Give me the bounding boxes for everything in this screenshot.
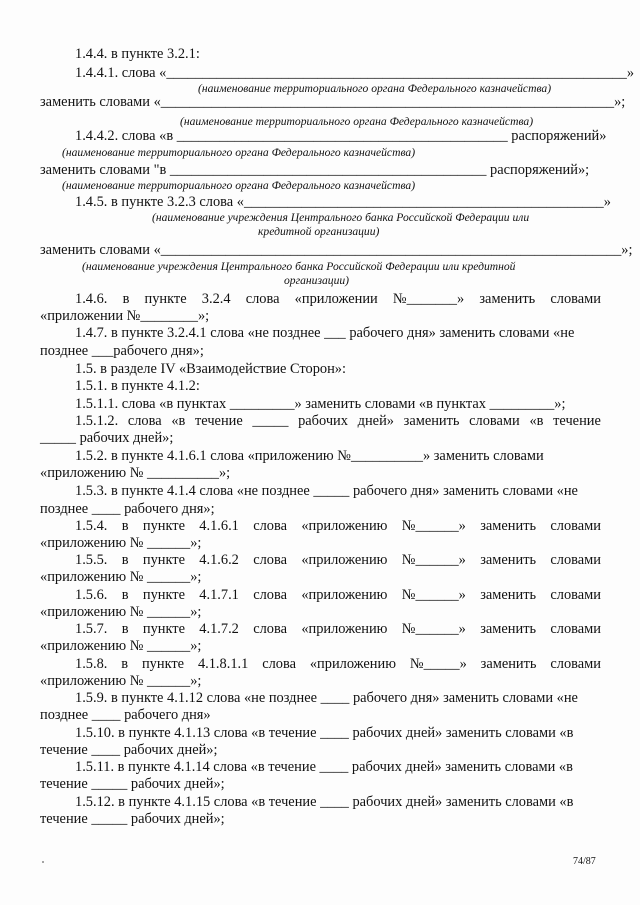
- clause-1-5-7-cont: «приложению № ______»;: [40, 638, 202, 654]
- section-1-5: 1.5. в разделе IV «Взаимодействие Сторон»:: [75, 361, 346, 377]
- word: «приложению: [301, 621, 388, 637]
- caption-bank-4: организации): [284, 274, 350, 287]
- clause-1-5-2: 1.5.2. в пункте 4.1.6.1 слова «приложению №__________» заменить словами: [75, 448, 544, 464]
- word: слова: [245, 291, 280, 307]
- clause-1-4-4-2: 1.4.4.2. слова «в ______________________________________________ распоряжений»: [75, 128, 607, 144]
- word: слова: [253, 552, 287, 568]
- replace-line-1: заменить словами «_______________________________________________________________»;: [40, 94, 626, 110]
- word: «приложении: [294, 291, 378, 307]
- word: слова: [253, 587, 287, 603]
- word: заменить: [480, 587, 537, 603]
- word: 1.5.1.2.: [75, 413, 119, 429]
- word: течение: [195, 413, 243, 429]
- clause-1-5-5: [75, 552, 601, 569]
- word: в: [121, 621, 129, 637]
- word: 1.5.5.: [75, 552, 108, 568]
- word: словами: [550, 552, 601, 568]
- word: в: [121, 587, 129, 603]
- clause-1-5-7: [75, 621, 601, 638]
- word: «приложению: [301, 518, 388, 534]
- word: пункте: [142, 621, 185, 637]
- word: «в: [171, 413, 186, 429]
- word: «в: [529, 413, 544, 429]
- clause-1-5-12: 1.5.12. в пункте 4.1.15 слова «в течение ____ рабочих дней» заменить словами «в: [75, 794, 574, 810]
- word: №_____»: [409, 656, 467, 672]
- caption-bank-1: (наименование учреждения Центрального банка Российской Федерации или: [152, 211, 530, 224]
- clause-1-5-10: 1.5.10. в пункте 4.1.13 слова «в течение ____ рабочих дней» заменить словами «в: [75, 725, 574, 741]
- caption-treasury-4: (наименование территориального органа Федерального казначейства): [62, 179, 416, 192]
- word: слова: [253, 621, 287, 637]
- clause-1-5-12-cont: течение _____ рабочих дней»;: [40, 811, 225, 827]
- word: заменить: [480, 621, 537, 637]
- clause-1-5-5-cont: «приложению № ______»;: [40, 569, 202, 585]
- word: дней»: [357, 413, 394, 429]
- word: №______»: [401, 587, 466, 603]
- word: слова: [253, 518, 287, 534]
- caption-treasury-3: (наименование территориального органа Федерального казначейства): [62, 146, 416, 159]
- clause-1-5-3-cont: позднее ____ рабочего дня»;: [40, 501, 215, 517]
- clause-1-4-4-1: 1.4.4.1. слова «________________________________________________________________»: [75, 65, 635, 81]
- clause-1-5-11-cont: течение _____ рабочих дней»;: [40, 776, 225, 792]
- clause-1-5-1-2: [75, 413, 601, 430]
- word: 1.5.8.: [75, 656, 108, 672]
- word: 4.1.6.2: [199, 552, 239, 568]
- clause-1-5-10-cont: течение ____ рабочих дней»;: [40, 742, 218, 758]
- replace-line-3: заменить словами «________________________________________________________________»;: [40, 242, 633, 258]
- clause-1-5-6: [75, 587, 601, 604]
- word: 1.5.7.: [75, 621, 108, 637]
- word: 4.1.6.1: [199, 518, 239, 534]
- replace-line-2: заменить словами "в ____________________________________________ распоряжений»;: [40, 162, 590, 178]
- word: заменить: [480, 552, 537, 568]
- word: слова: [127, 413, 162, 429]
- word: _____: [252, 413, 289, 429]
- word: в: [122, 291, 130, 307]
- word: заменить: [480, 656, 537, 672]
- word: заменить: [479, 291, 536, 307]
- word: в: [121, 552, 129, 568]
- word: 1.5.4.: [75, 518, 108, 534]
- word: слова: [262, 656, 296, 672]
- word: словами: [550, 518, 601, 534]
- clause-1-5-11: 1.5.11. в пункте 4.1.14 слова «в течение ____ рабочих дней» заменить словами «в: [75, 759, 573, 775]
- caption-bank-3: (наименование учреждения Центрального банка Российской Федерации или кредитной: [82, 260, 516, 273]
- word: заменить: [480, 518, 537, 534]
- word: №______»: [401, 518, 466, 534]
- word: 4.1.7.1: [199, 587, 239, 603]
- word: пункте: [141, 656, 185, 672]
- word: пункте: [142, 552, 185, 568]
- clause-1-5-1: 1.5.1. в пункте 4.1.2:: [75, 378, 200, 394]
- clause-1-5-8: [75, 656, 601, 673]
- word: пункте: [144, 291, 187, 307]
- word: словами: [469, 413, 520, 429]
- clause-1-5-4: [75, 518, 601, 535]
- word: «приложению: [309, 656, 396, 672]
- clause-1-4-7-cont: позднее ___рабочего дня»;: [40, 343, 204, 359]
- scan-speck: [42, 861, 44, 863]
- clause-1-5-4-cont: «приложению № ______»;: [40, 535, 202, 551]
- caption-treasury-1: (наименование территориального органа Федерального казначейства): [198, 82, 552, 95]
- word: словами: [550, 587, 601, 603]
- page-number: 74/87: [573, 856, 596, 867]
- word: 4.1.8.1.1: [197, 656, 249, 672]
- clause-1-5-9-cont: позднее ____ рабочего дня»: [40, 707, 211, 723]
- clause-1-5-8-cont: «приложению № ______»;: [40, 673, 202, 689]
- clause-1-4-7: 1.4.7. в пункте 3.2.4.1 слова «не позднее ___ рабочего дня» заменить словами «не: [75, 325, 575, 341]
- word: словами: [550, 291, 601, 307]
- word: течение: [553, 413, 601, 429]
- caption-bank-2: кредитной организации): [258, 225, 380, 238]
- clause-1-5-3: 1.5.3. в пункте 4.1.4 слова «не позднее _____ рабочего дня» заменить словами «не: [75, 483, 578, 499]
- word: «приложению: [301, 587, 388, 603]
- word: 4.1.7.2: [199, 621, 239, 637]
- clause-1-4-6: [75, 291, 601, 308]
- word: №_______»: [392, 291, 465, 307]
- word: словами: [550, 621, 601, 637]
- word: 1.5.6.: [75, 587, 108, 603]
- clause-1-5-2-cont: «приложению № __________»;: [40, 465, 231, 481]
- word: словами: [550, 656, 601, 672]
- word: пункте: [142, 518, 185, 534]
- word: 3.2.4: [201, 291, 231, 307]
- word: №______»: [401, 621, 466, 637]
- clause-1-4-5: 1.4.5. в пункте 3.2.3 слова «__________________________________________________»: [75, 194, 611, 210]
- word: заменить: [403, 413, 460, 429]
- clause-1-5-9: 1.5.9. в пункте 4.1.12 слова «не позднее ____ рабочего дня» заменить словами «не: [75, 690, 578, 706]
- clause-1-5-1-2-cont: _____ рабочих дней»;: [40, 430, 174, 446]
- word: №______»: [401, 552, 466, 568]
- word: пункте: [142, 587, 185, 603]
- clause-1-4-4: 1.4.4. в пункте 3.2.1:: [75, 46, 200, 62]
- clause-1-5-1-1: 1.5.1.1. слова «в пунктах _________» заменить словами «в пунктах _________»;: [75, 396, 566, 412]
- word: рабочих: [298, 413, 348, 429]
- clause-1-5-6-cont: «приложению № ______»;: [40, 604, 202, 620]
- word: в: [121, 518, 129, 534]
- word: «приложению: [301, 552, 388, 568]
- caption-treasury-2: (наименование территориального органа Федерального казначейства): [180, 115, 534, 128]
- clause-1-4-6-cont: «приложении №________»;: [40, 308, 210, 324]
- word: в: [121, 656, 129, 672]
- word: 1.4.6.: [75, 291, 108, 307]
